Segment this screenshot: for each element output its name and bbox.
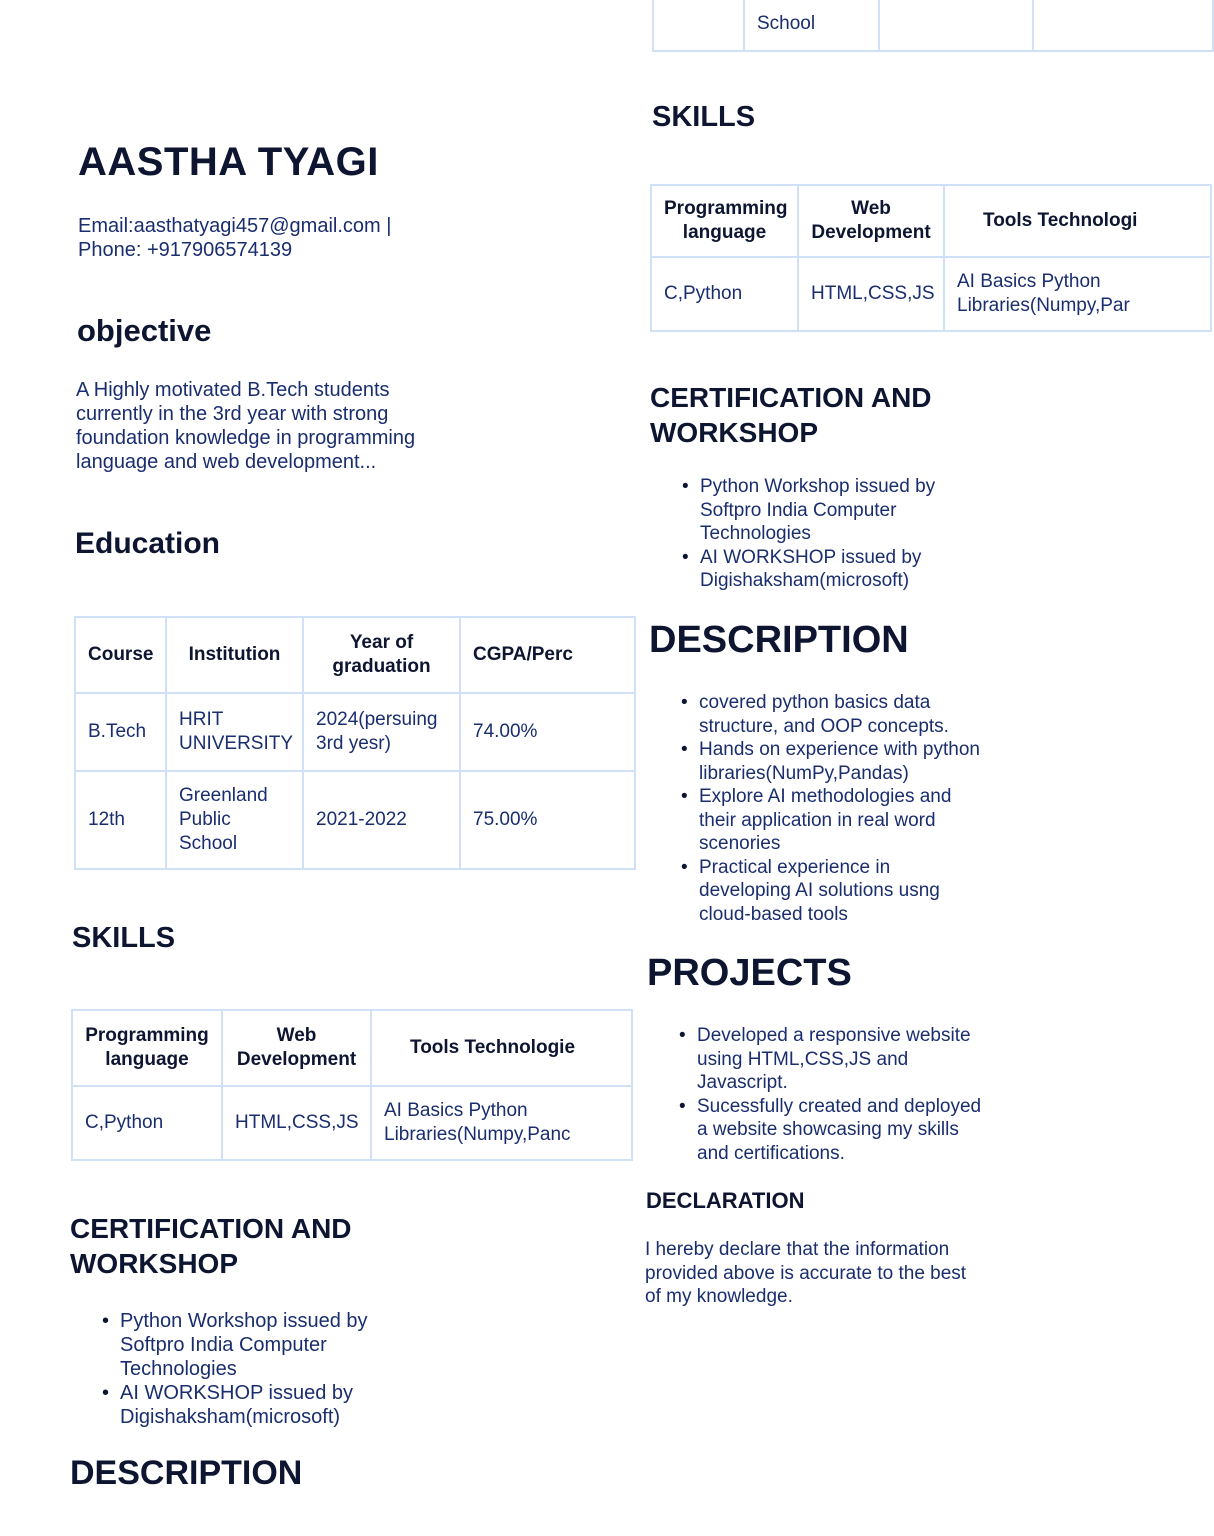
- list-item: • Practical experience in developing AI solutions usng cloud-based tools: [681, 856, 980, 927]
- declaration-text: [645, 1238, 966, 1309]
- resume-page-left: [66, 0, 576, 1492]
- skills-heading: SKILLS: [652, 101, 756, 133]
- tools-cell: AI Basics Python Libraries(Numpy,Panc: [371, 1086, 632, 1160]
- education-heading: Education: [75, 527, 221, 560]
- candidate-name: AASTHA TYAGI: [78, 140, 379, 184]
- skills-table: [650, 184, 1212, 332]
- list-item: • AI WORKSHOP issued by Digishaksham(microsoft): [102, 1381, 368, 1429]
- table-row: [75, 771, 635, 869]
- header-course: Course: [75, 617, 166, 693]
- institution-cell: HRIT UNIVERSITY: [166, 693, 303, 771]
- certification-list: [102, 1309, 368, 1429]
- table-row: [651, 257, 1211, 331]
- year-cell: 2024(persuing 3rd yesr): [303, 693, 460, 771]
- list-item: • Developed a responsive website using HTML,CSS,JS and Javascript.: [679, 1024, 981, 1095]
- list-item: • Explore AI methodologies and their application in real word scenories: [681, 785, 980, 856]
- list-item: • Python Workshop issued by Softpro India Computer Technologies: [682, 475, 935, 546]
- table-row: [72, 1086, 632, 1160]
- contact-info: [78, 214, 391, 262]
- skills-header-row: [651, 185, 1211, 257]
- header-tools: Tools Technologi: [944, 185, 1211, 257]
- header-year: Year of graduation: [303, 617, 460, 693]
- certification-heading: CERTIFICATION AND WORKSHOP: [650, 382, 932, 448]
- header-programming: Programming language: [651, 185, 798, 257]
- objective-line: foundation knowledge in programming: [76, 427, 416, 449]
- objective-line: A Highly motivated B.Tech students: [76, 379, 390, 401]
- education-header-row: [75, 617, 635, 693]
- header-institution: Institution: [166, 617, 303, 693]
- skills-table: [71, 1009, 633, 1161]
- tools-cell: AI Basics Python Libraries(Numpy,Par: [944, 257, 1211, 331]
- declaration-line: provided above is accurate to the best: [645, 1262, 967, 1284]
- web-cell: HTML,CSS,JS: [798, 257, 944, 331]
- declaration-line: of my knowledge.: [645, 1286, 793, 1307]
- objective-line: language and web development...: [76, 451, 377, 473]
- table-row: [653, 0, 1213, 51]
- programming-cell: C,Python: [72, 1086, 222, 1160]
- description-list: [681, 691, 980, 926]
- list-item: • covered python basics data structure, and OOP concepts.: [681, 691, 980, 738]
- objective-text: [76, 378, 415, 474]
- header-score: CGPA/Perc: [460, 617, 635, 693]
- course-cell: 12th: [75, 771, 166, 869]
- education-table: [74, 616, 636, 870]
- skills-heading: SKILLS: [72, 922, 176, 954]
- score-cell: 75.00%: [460, 771, 635, 869]
- score-cell: 74.00%: [460, 693, 635, 771]
- header-tools: Tools Technologie: [371, 1010, 632, 1086]
- description-heading-cropped: DESCRIPTION: [70, 1454, 303, 1492]
- institution-cell: Greenland Public School: [166, 771, 303, 869]
- list-item: • Python Workshop issued by Softpro India Computer Technologies: [102, 1309, 368, 1381]
- programming-cell: C,Python: [651, 257, 798, 331]
- list-item: • Sucessfully created and deployed a website showcasing my skills and certifications.: [679, 1095, 981, 1166]
- objective-heading: objective: [77, 313, 212, 348]
- resume-page-right: [644, 0, 1136, 1536]
- header-web: Web Development: [222, 1010, 371, 1086]
- projects-heading: PROJECTS: [647, 952, 852, 994]
- header-web: Web Development: [798, 185, 944, 257]
- header-programming: Programming language: [72, 1010, 222, 1086]
- declaration-line: I hereby declare that the information: [645, 1239, 950, 1260]
- course-cell: B.Tech: [75, 693, 166, 771]
- list-item: • AI WORKSHOP issued by Digishaksham(microsoft): [682, 546, 935, 593]
- certification-heading: CERTIFICATION AND WORKSHOP: [70, 1213, 352, 1279]
- skills-header-row: [72, 1010, 632, 1086]
- email-line: Email:aasthatyagi457@gmail.com |: [78, 215, 392, 237]
- certification-list: [682, 475, 935, 593]
- objective-line: currently in the 3rd year with strong: [76, 403, 389, 425]
- description-heading: DESCRIPTION: [649, 619, 909, 661]
- table-row: [75, 693, 635, 771]
- projects-list: [679, 1024, 981, 1165]
- list-item: • Hands on experience with python libraries(NumPy,Pandas): [681, 738, 980, 785]
- year-cell: 2021-2022: [303, 771, 460, 869]
- institution-fragment: School: [744, 0, 879, 51]
- web-cell: HTML,CSS,JS: [222, 1086, 371, 1160]
- phone-line: Phone: +917906574139: [78, 239, 293, 261]
- education-table-cropped: [652, 0, 1214, 52]
- declaration-heading: DECLARATION: [646, 1188, 805, 1213]
